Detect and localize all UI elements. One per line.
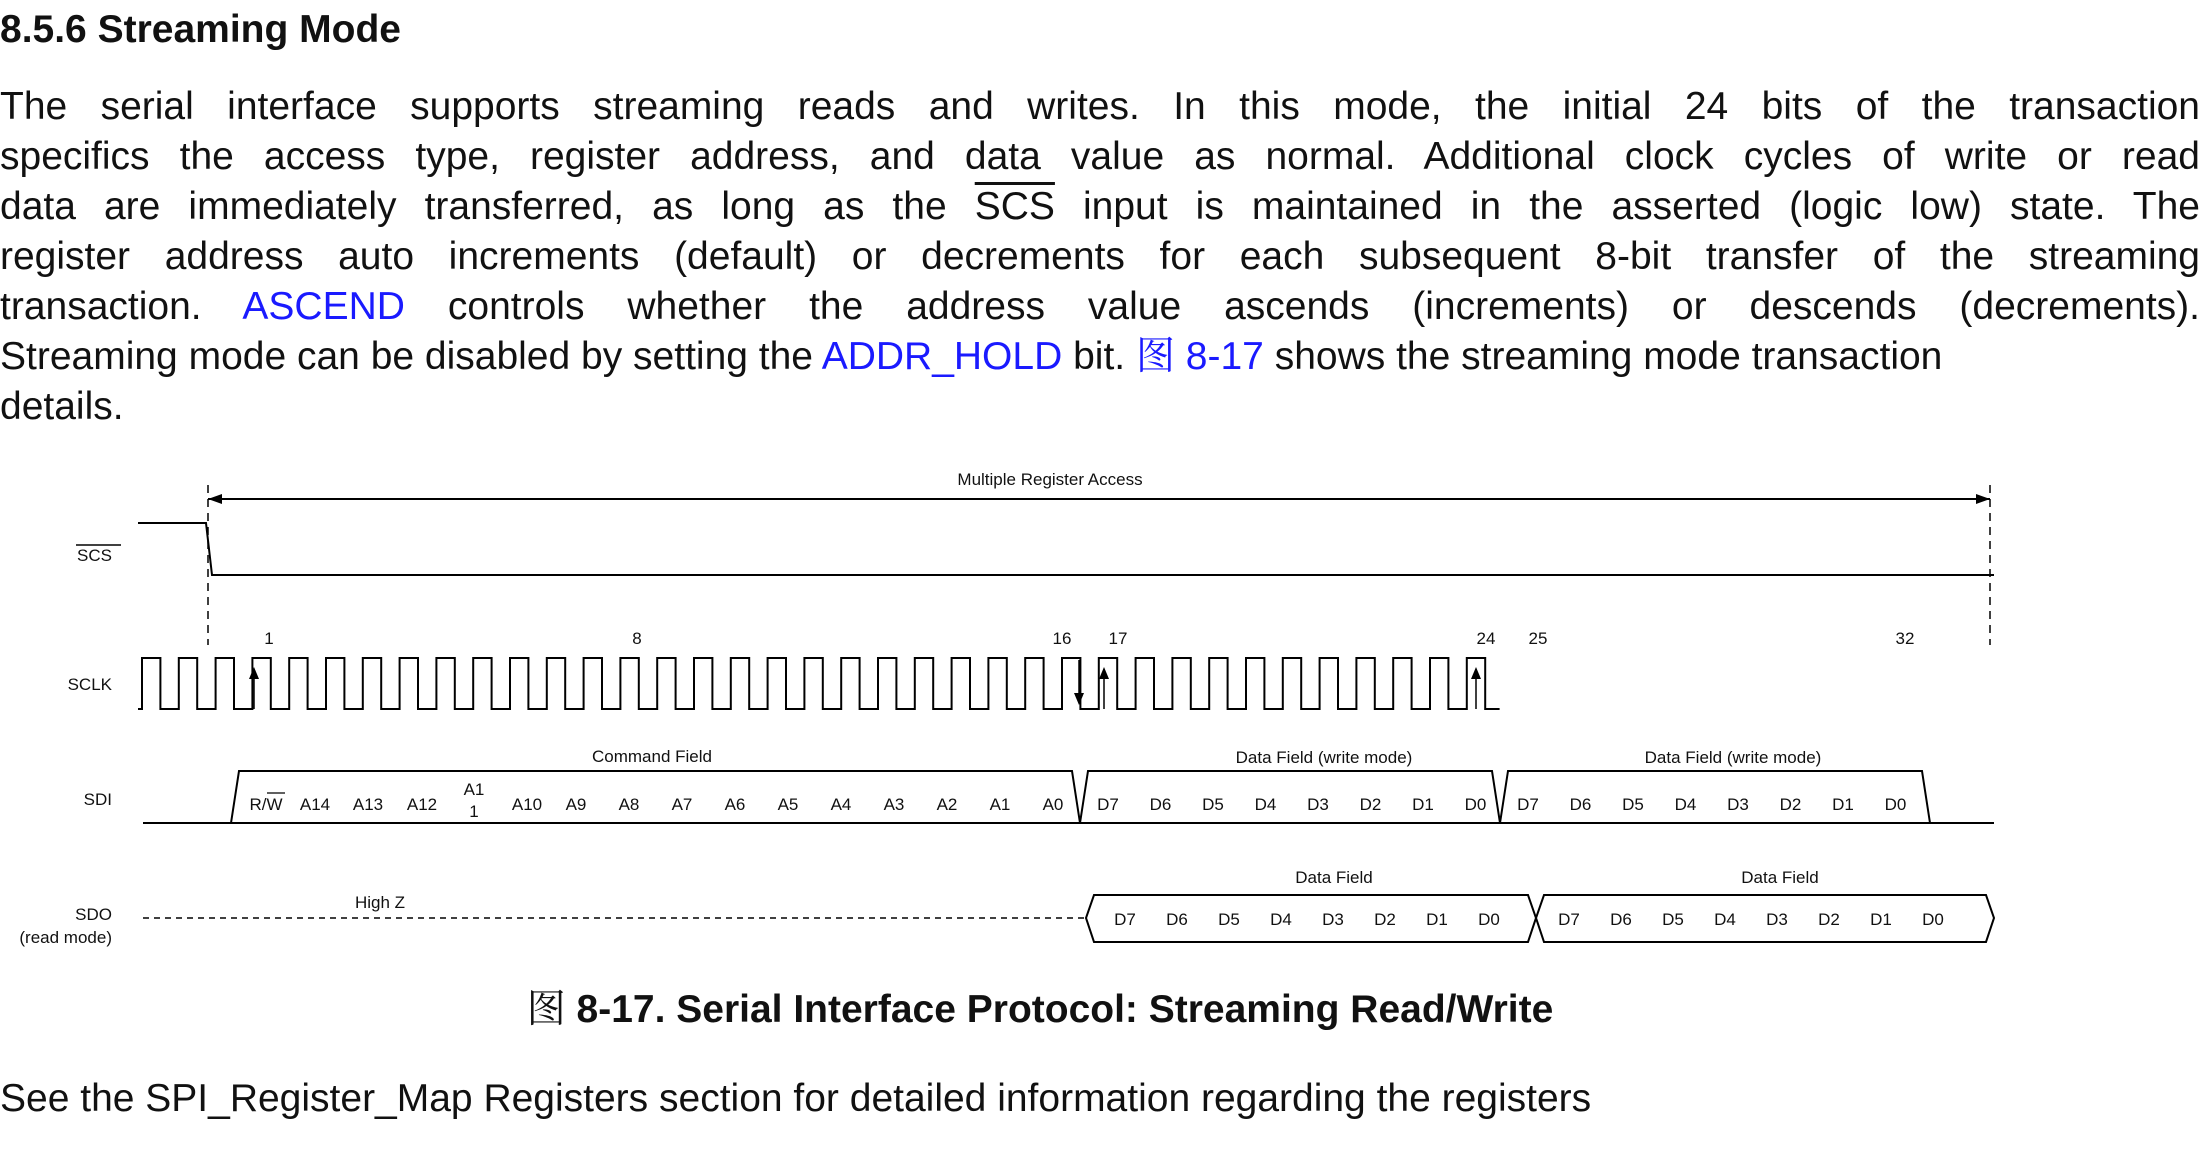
command-bit: A6 [724, 795, 746, 814]
sdo-data-bit: D3 [1766, 910, 1788, 929]
sdo-data-bit: D2 [1374, 910, 1396, 929]
paragraph-line-2: specifics the access type, register address, and data value as normal. Additional clock cycles of write or read [0, 135, 2200, 178]
paragraph-line-4: register address auto increments (default) or decrements for each subsequent 8-bit transfer of the streaming [0, 235, 2200, 278]
paragraph-text: shows the streaming mode transaction [1263, 335, 1943, 378]
paragraph-text: bit. [1062, 335, 1136, 378]
sdi-data-bit: D4 [1254, 795, 1277, 814]
label-sclk: SCLK [67, 675, 112, 694]
command-bit: A10 [511, 795, 543, 814]
sdi-data-bit: D1 [1412, 795, 1434, 814]
sdi-data-bit: D0 [1884, 795, 1907, 814]
sdo-data-bit: D6 [1610, 910, 1632, 929]
command-bit: A5 [777, 795, 799, 814]
figure-link[interactable]: 图 8-17 [1135, 335, 1264, 378]
command-bit: A7 [671, 795, 693, 814]
label-data-field-write-1: Data Field (write mode) [1235, 748, 1413, 767]
sdi-data-bit: D2 [1779, 795, 1802, 814]
ascend-link[interactable]: ASCEND [242, 285, 405, 328]
sdi-data-bit: D7 [1517, 795, 1539, 814]
sdi-data-bit: D4 [1674, 795, 1697, 814]
sdo-data-bit: D5 [1218, 910, 1240, 929]
timing-diagram [0, 455, 1994, 965]
sdi-frame [1500, 771, 1930, 823]
label-sdi: SDI [83, 790, 112, 809]
paragraph-text: transaction. [0, 285, 243, 328]
command-bit-continued: 1 [469, 802, 479, 821]
sdo-frame [1086, 895, 1536, 942]
sdo-data-bit: D0 [1478, 910, 1500, 929]
command-bit: A9 [565, 795, 587, 814]
paragraph-line-6 [0, 332, 2200, 382]
sdi-frame [1080, 771, 1500, 823]
section-title: Streaming Mode [97, 8, 401, 51]
sdo-data-bit: D6 [1166, 910, 1188, 929]
sdo-data-bit: D4 [1714, 910, 1736, 929]
clock-number: 25 [1528, 629, 1548, 648]
sdi-data-bit: D6 [1569, 795, 1592, 814]
sdo-data-bit: D7 [1558, 910, 1580, 929]
clock-number: 8 [632, 629, 642, 648]
command-bit: A1 [989, 795, 1011, 814]
sdi-data-bit: D7 [1097, 795, 1119, 814]
sdi-data-bit: D6 [1149, 795, 1172, 814]
sdo-data-bit: D1 [1870, 910, 1892, 929]
sdi-data-bit: D0 [1464, 795, 1487, 814]
command-bit: A13 [352, 795, 384, 814]
command-bit: A12 [406, 795, 438, 814]
access-arrow-right [1976, 494, 1990, 504]
clock-number: 32 [1895, 629, 1915, 648]
label-high-z: High Z [354, 893, 406, 912]
sdo-data-bit: D4 [1270, 910, 1292, 929]
paragraph-line-7: details. [0, 385, 124, 428]
sdo-data-bit: D0 [1922, 910, 1944, 929]
caption-text: 8-17. Serial Interface Protocol: Streaming Read/Write [565, 988, 1554, 1031]
paragraph-text: data are immediately transferred, as long as the [0, 185, 975, 228]
sdo-data-bit: D5 [1662, 910, 1684, 929]
caption-prefix: 图 [526, 987, 566, 1032]
command-bit: A4 [830, 795, 852, 814]
command-bit: A2 [936, 795, 958, 814]
addr-hold-link[interactable]: ADDR_HOLD [821, 335, 1063, 378]
command-bit: A8 [618, 795, 640, 814]
paragraph-text: input is maintained in the asserted (logic low) state. The [1054, 185, 2200, 228]
label-data-field-write-2: Data Field (write mode) [1644, 748, 1822, 767]
label-multiple-access: Multiple Register Access [957, 470, 1143, 489]
body-paragraph [0, 82, 2200, 432]
sclk-waveform [138, 658, 1500, 709]
sdo-data-bit: D2 [1818, 910, 1840, 929]
section-number: 8.5.6 [0, 8, 87, 51]
footer-paragraph: See the SPI_Register_Map Registers section for detailed information regarding the registers [0, 1077, 1592, 1120]
paragraph-line-5 [0, 282, 2200, 332]
paragraph-text: controls whether the address value ascends (increments) or descends (decrements). [404, 285, 2200, 328]
timing-dynamic-layer [138, 629, 1994, 942]
sdo-data-bit: D3 [1322, 910, 1344, 929]
scs-signal-name: $\overline{SCS}$ [974, 185, 1055, 228]
sdo-data-bit: D7 [1114, 910, 1136, 929]
scs-waveform [138, 523, 1994, 575]
command-bit: R/W [249, 795, 283, 814]
sdi-data-bit: D5 [1622, 795, 1644, 814]
clock-number: 17 [1108, 629, 1128, 648]
clock-number: 1 [264, 629, 274, 648]
command-bit: A0 [1042, 795, 1064, 814]
paragraph-line-1: The serial interface supports streaming reads and writes. In this mode, the initial 24 bits of the transaction [0, 85, 2200, 128]
label-data-field-2: Data Field [1741, 868, 1819, 887]
figure-caption [0, 978, 2080, 1034]
command-bit: A3 [883, 795, 905, 814]
command-bit: A1 [463, 780, 485, 799]
label-sdo: SDO [75, 905, 112, 924]
sdi-data-bit: D1 [1832, 795, 1854, 814]
sdi-data-bit: D2 [1359, 795, 1382, 814]
access-arrow-left [208, 494, 222, 504]
sdi-data-bit: D5 [1202, 795, 1224, 814]
label-sdo-mode: (read mode) [19, 928, 112, 947]
label-command-field: Command Field [592, 747, 712, 766]
clock-number: 16 [1052, 629, 1072, 648]
label-data-field-1: Data Field [1295, 868, 1373, 887]
label-scs: SCS [77, 546, 112, 565]
paragraph-text: Streaming mode can be disabled by setting the [0, 335, 822, 378]
section-heading [0, 8, 401, 52]
paragraph-line-3 [0, 182, 2200, 232]
command-bit: A14 [299, 795, 331, 814]
clock-number: 24 [1476, 629, 1496, 648]
sdi-data-bit: D3 [1307, 795, 1329, 814]
sdi-data-bit: D3 [1727, 795, 1749, 814]
sdo-data-bit: D1 [1426, 910, 1448, 929]
